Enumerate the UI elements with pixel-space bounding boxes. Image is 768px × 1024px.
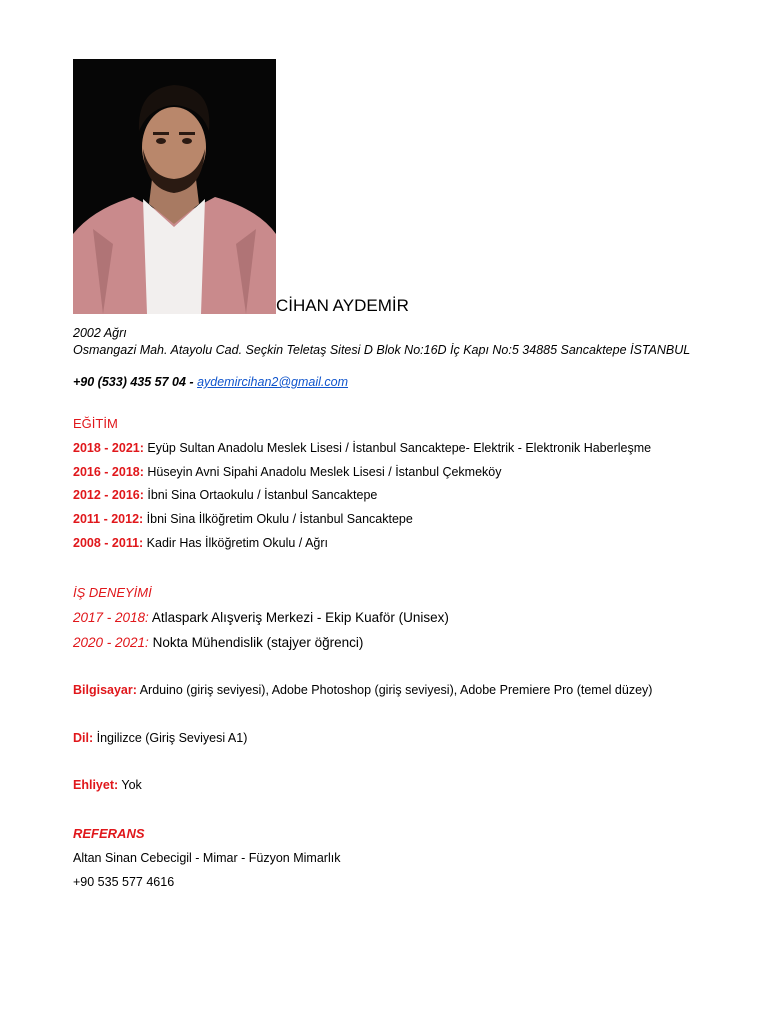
education-text: Eyüp Sultan Anadolu Meslek Lisesi / İstanbul Sancaktepe- Elektrik - Elektronik Haberleşme	[143, 441, 652, 455]
license-text: Yok	[118, 778, 142, 792]
education-years: 2018 - 2021:	[73, 441, 144, 455]
education-item	[73, 536, 328, 550]
education-item	[73, 441, 651, 455]
license-label: Ehliyet:	[73, 778, 119, 792]
experience-years: 2020 - 2021:	[73, 635, 149, 650]
education-text: Kadir Has İlköğretim Okulu / Ağrı	[143, 536, 328, 550]
education-item	[73, 512, 413, 526]
portrait-image	[73, 59, 276, 314]
reference-heading: REFERANS	[73, 826, 145, 841]
reference-person: Altan Sinan Cebecigil - Mimar - Füzyon Mimarlık	[73, 851, 341, 865]
education-text: İbni Sina Ortaokulu / İstanbul Sancaktepe	[143, 488, 378, 502]
education-years: 2012 - 2016:	[73, 488, 144, 502]
experience-item	[73, 635, 363, 650]
address: Osmangazi Mah. Atayolu Cad. Seçkin Teletaş Sitesi D Blok No:16D İç Kapı No:5 34885 Sancaktepe İSTANBUL	[73, 343, 691, 357]
phone-number: +90 (533) 435 57 04 -	[73, 375, 198, 389]
education-heading: EĞİTİM	[73, 416, 118, 431]
education-years: 2008 - 2011:	[73, 536, 144, 550]
person-name: CİHAN AYDEMİR	[276, 296, 409, 315]
email-link[interactable]: aydemircihan2@gmail.com	[197, 375, 349, 389]
experience-text: Atlaspark Alışveriş Merkezi - Ekip Kuaför (Unisex)	[148, 610, 449, 625]
reference-phone: +90 535 577 4616	[73, 875, 175, 889]
computer-text: Arduino (giriş seviyesi), Adobe Photoshop (giriş seviyesi), Adobe Premiere Pro (temel düzey)	[136, 683, 653, 697]
driving-license	[73, 778, 142, 792]
education-years: 2016 - 2018:	[73, 465, 144, 479]
computer-skills	[73, 683, 652, 697]
education-item	[73, 465, 502, 479]
language-label: Dil:	[73, 731, 94, 745]
education-text: İbni Sina İlköğretim Okulu / İstanbul Sancaktepe	[143, 512, 413, 526]
contact-line	[73, 375, 348, 389]
experience-text: Nokta Mühendislik (stajyer öğrenci)	[148, 635, 364, 650]
language-text: İngilizce (Giriş Seviyesi A1)	[93, 731, 248, 745]
birth-info: 2002 Ağrı	[73, 326, 127, 340]
experience-item	[73, 610, 449, 625]
education-years: 2011 - 2012:	[73, 512, 144, 526]
education-item	[73, 488, 377, 502]
profile-photo	[73, 59, 276, 314]
education-text: Hüseyin Avni Sipahi Anadolu Meslek Lisesi / İstanbul Çekmeköy	[143, 465, 502, 479]
computer-label: Bilgisayar:	[73, 683, 137, 697]
language-skills	[73, 731, 247, 745]
experience-heading: İŞ DENEYİMİ	[73, 585, 152, 600]
experience-years: 2017 - 2018:	[73, 610, 149, 625]
